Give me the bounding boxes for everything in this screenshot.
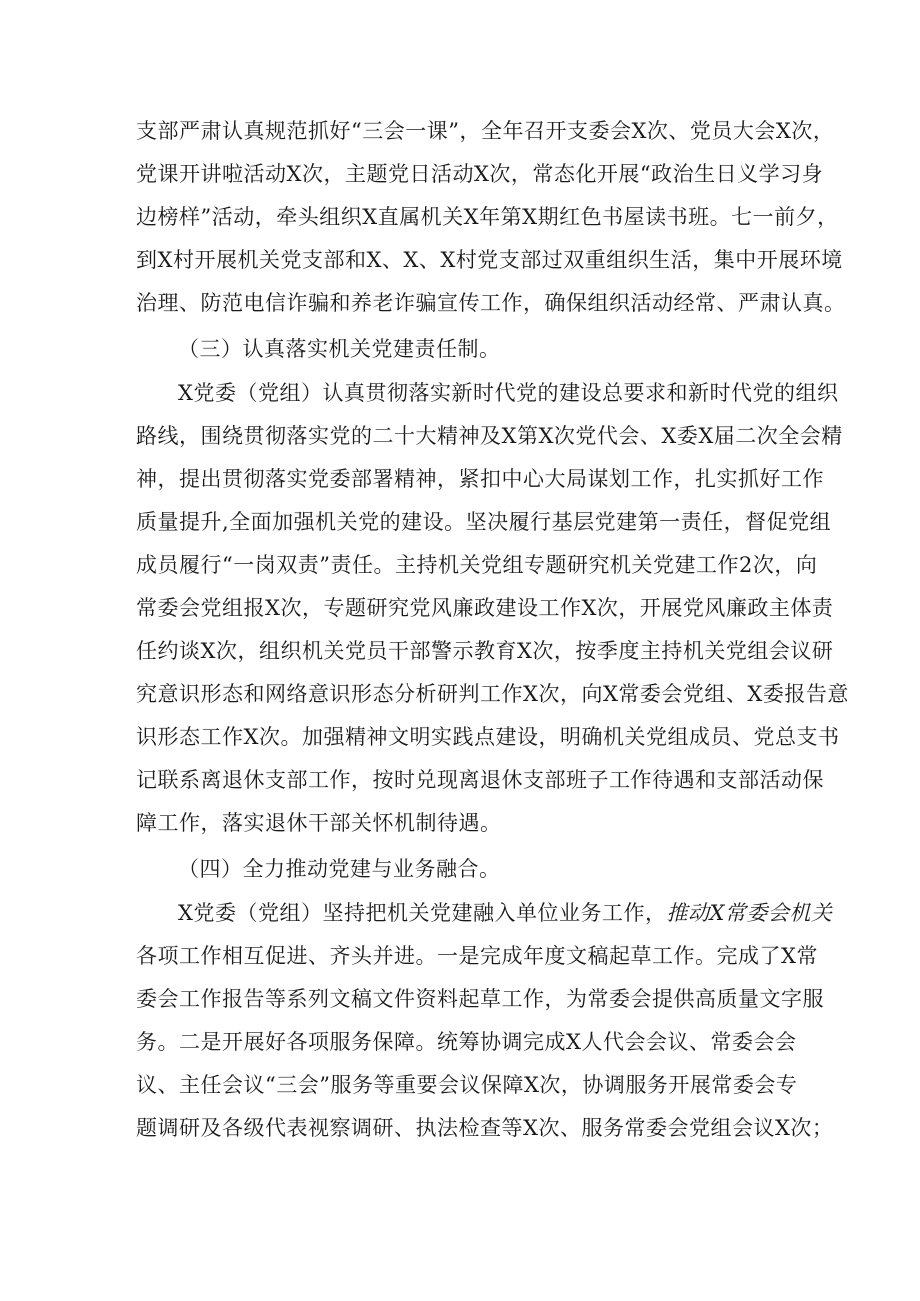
section-heading-3: （三）认真落实机关党建责任制。 xyxy=(178,337,501,361)
paragraph-3-line-2: 各项工作相互促进、齐头并进。一是完成年度文稿起草工作。完成了X常 xyxy=(136,944,818,968)
paragraph-1-line-5: 治理、防范电信诈骗和养老诈骗宣传工作，确保组织活动经常、严肃认真。 xyxy=(136,291,846,315)
paragraph-2-line-3: 神，提出贯彻落实党委部署精神，紧扣中心大局谋划工作，扎实抓好工作 xyxy=(136,467,824,491)
paragraph-2-line-11: 障工作，落实退休干部关怀机制待遇。 xyxy=(136,811,502,835)
paragraph-2-line-2: 路线，围绕贯彻落实党的二十大精神及X第X次党代会、X委X届二次全会精 xyxy=(136,424,843,448)
paragraph-2-line-5: 成员履行“一岗双责”责任。主持机关党组专题研究机关党建工作2次，向 xyxy=(136,553,818,577)
paragraph-2-line-9: 识形态工作X次。加强精神文明实践点建设，明确机关党组成员、党总支书 xyxy=(136,725,840,749)
paragraph-1-line-4: 到X村开展机关党支部和X、X、X村党支部过双重组织生活，集中开展环境 xyxy=(136,248,843,272)
paragraph-3-line-1-italic-text: 推动X常委会机关 xyxy=(666,901,833,925)
paragraph-3-line-4: 务。二是开展好各项服务保障。统筹协调完成X人代会会议、常委会会 xyxy=(136,1030,797,1054)
paragraph-2-line-7: 任约谈X次，组织机关党员干部警示教育X次，按季度主持机关党组会议研 xyxy=(136,639,834,663)
paragraph-2-line-6: 常委会党组报X次，专题研究党风廉政建设工作X次，开展党风廉政主体责 xyxy=(136,596,834,620)
paragraph-1-line-1: 支部严肃认真规范抓好“三会一课”，全年召开支委会X次、党员大会X次， xyxy=(136,119,835,143)
paragraph-3-line-3: 委会工作报告等系列文稿文件资料起草工作，为常委会提供高质量文字服 xyxy=(136,987,824,1011)
paragraph-2-line-10: 记联系离退休支部工作，按时兑现离退休支部班子工作待遇和支部活动保 xyxy=(136,768,824,792)
paragraph-2-line-1: X党委（党组）认真贯彻落实新时代党的建设总要求和新时代党的组织 xyxy=(178,381,839,405)
paragraph-3-line-1-text: X党委（党组）坚持把机关党建融入单位业务工作， xyxy=(178,901,667,925)
paragraph-2-line-4: 质量提升,全面加强机关党的建设。坚决履行基层党建第一责任，督促党组 xyxy=(136,510,832,534)
paragraph-2-line-8: 究意识形态和网络意识形态分析研判工作X次，向X常委会党组、X委报告意 xyxy=(136,682,849,706)
section-heading-4: （四）全力推动党建与业务融合。 xyxy=(178,857,501,881)
paragraph-3-line-5: 议、主任会议“三会”服务等重要会议保障X次，协调服务开展常委会专 xyxy=(136,1073,798,1097)
paragraph-3-line-6: 题调研及各级代表视察调研、执法检查等X次、服务常委会党组会议X次； xyxy=(136,1116,834,1140)
paragraph-1-line-3: 边榜样”活动，牵头组织X直属机关X年第X期红色书屋读书班。七一前夕， xyxy=(136,205,839,229)
paragraph-1-line-2: 党课开讲啦活动X次，主题党日活动X次，常态化开展“政治生日义学习身 xyxy=(136,162,824,186)
paragraph-3-line-1 xyxy=(178,898,920,928)
